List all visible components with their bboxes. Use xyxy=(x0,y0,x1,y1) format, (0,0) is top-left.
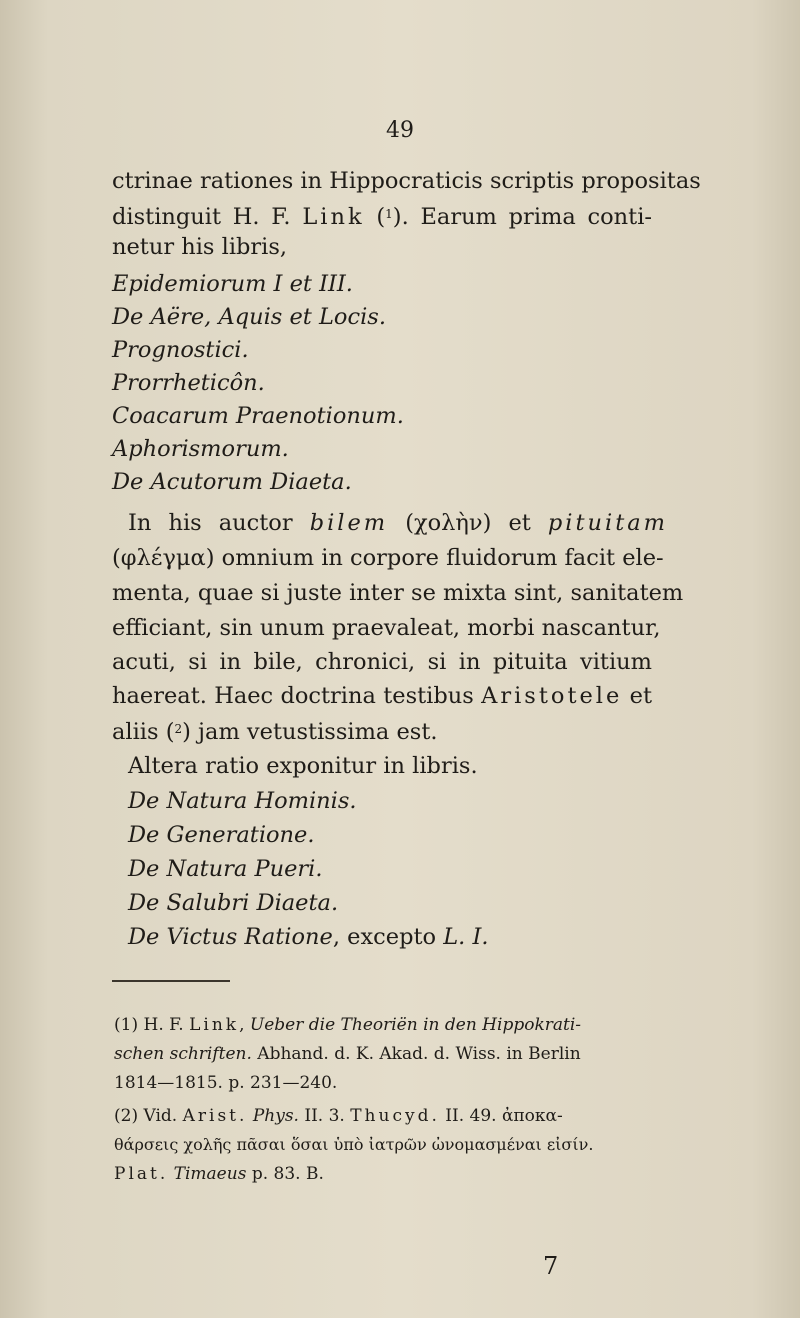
page-number: 49 xyxy=(386,118,414,143)
text-line: De Victus Ratione, excepto L. I. xyxy=(128,924,489,950)
text-line: Altera ratio exponitur in libris. xyxy=(128,753,478,779)
book-title: Prorrheticôn. xyxy=(112,370,265,396)
signature-mark: 7 xyxy=(543,1252,559,1280)
footnote-1-cont: schen schriften. Abhand. d. K. Akad. d. Wiss. in Berlin xyxy=(114,1044,581,1064)
book-title: De Victus Ratione xyxy=(128,924,333,950)
book-title: De Generatione. xyxy=(128,822,315,848)
book-title: Aphorismorum. xyxy=(112,436,289,462)
footnote-ref: 2 xyxy=(174,722,183,736)
footnote-ref: 1 xyxy=(385,207,393,221)
book-title: Coacarum Praenotionum. xyxy=(112,403,404,429)
author-name: Aristotele xyxy=(481,683,623,709)
text-line: menta, quae si juste inter se mixta sint, sanitatem xyxy=(112,580,684,606)
text-line: netur his libris, xyxy=(112,234,288,260)
text-line: (φλέγμα) omnium in corpore fluidorum facit ele- xyxy=(112,545,664,571)
book-title: De Aëre, Aquis et Locis. xyxy=(112,304,386,330)
text-line: In his auctor bilem (χολὴν) et pituitam xyxy=(128,510,668,536)
footnote-2-cont: Plat. Timaeus p. 83. B. xyxy=(114,1164,324,1184)
footnote-2: (2) Vid. Arist. Phys. II. 3. Thucyd. II. 49. ἀποκα- xyxy=(114,1106,563,1126)
footnote-1-cont: 1814—1815. p. 231—240. xyxy=(114,1073,338,1093)
text-line: efficiant, sin unum praevaleat, morbi nascantur, xyxy=(112,615,661,641)
text-line: acuti, si in bile, chronici, si in pituita vitium xyxy=(112,649,652,675)
book-title: De Natura Hominis. xyxy=(128,788,357,814)
book-title: De Acutorum Diaeta. xyxy=(112,469,352,495)
book-title: De Salubri Diaeta. xyxy=(128,890,339,916)
text-line: haereat. Haec doctrina testibus Aristotele et xyxy=(112,683,652,709)
footnote-rule xyxy=(112,980,230,982)
book-title: De Natura Pueri. xyxy=(128,856,323,882)
book-title: Epidemiorum I et III. xyxy=(112,271,353,297)
term-bilem: bilem xyxy=(309,510,389,536)
footnote-2-cont: θάρσεις χολῆς πᾶσαι ὅσαι ὑπὸ ἰατρῶν ὠνομασμέναι εἰσίν. xyxy=(114,1135,594,1154)
author-name: Link xyxy=(302,204,365,230)
footnote-1: (1) H. F. Link, Ueber die Theoriën in den Hippokrati- xyxy=(114,1015,582,1035)
text-line: distinguit H. F. Link ($^1$). Earum prima conti- xyxy=(112,204,652,230)
text-line: ctrinae rationes in Hippocraticis scriptis propositas xyxy=(112,168,701,194)
book-title: Prognostici. xyxy=(112,337,249,363)
term-pituitam: pituitam xyxy=(547,510,668,536)
text-line: aliis ($^2$) jam vetustissima est. xyxy=(112,719,438,745)
